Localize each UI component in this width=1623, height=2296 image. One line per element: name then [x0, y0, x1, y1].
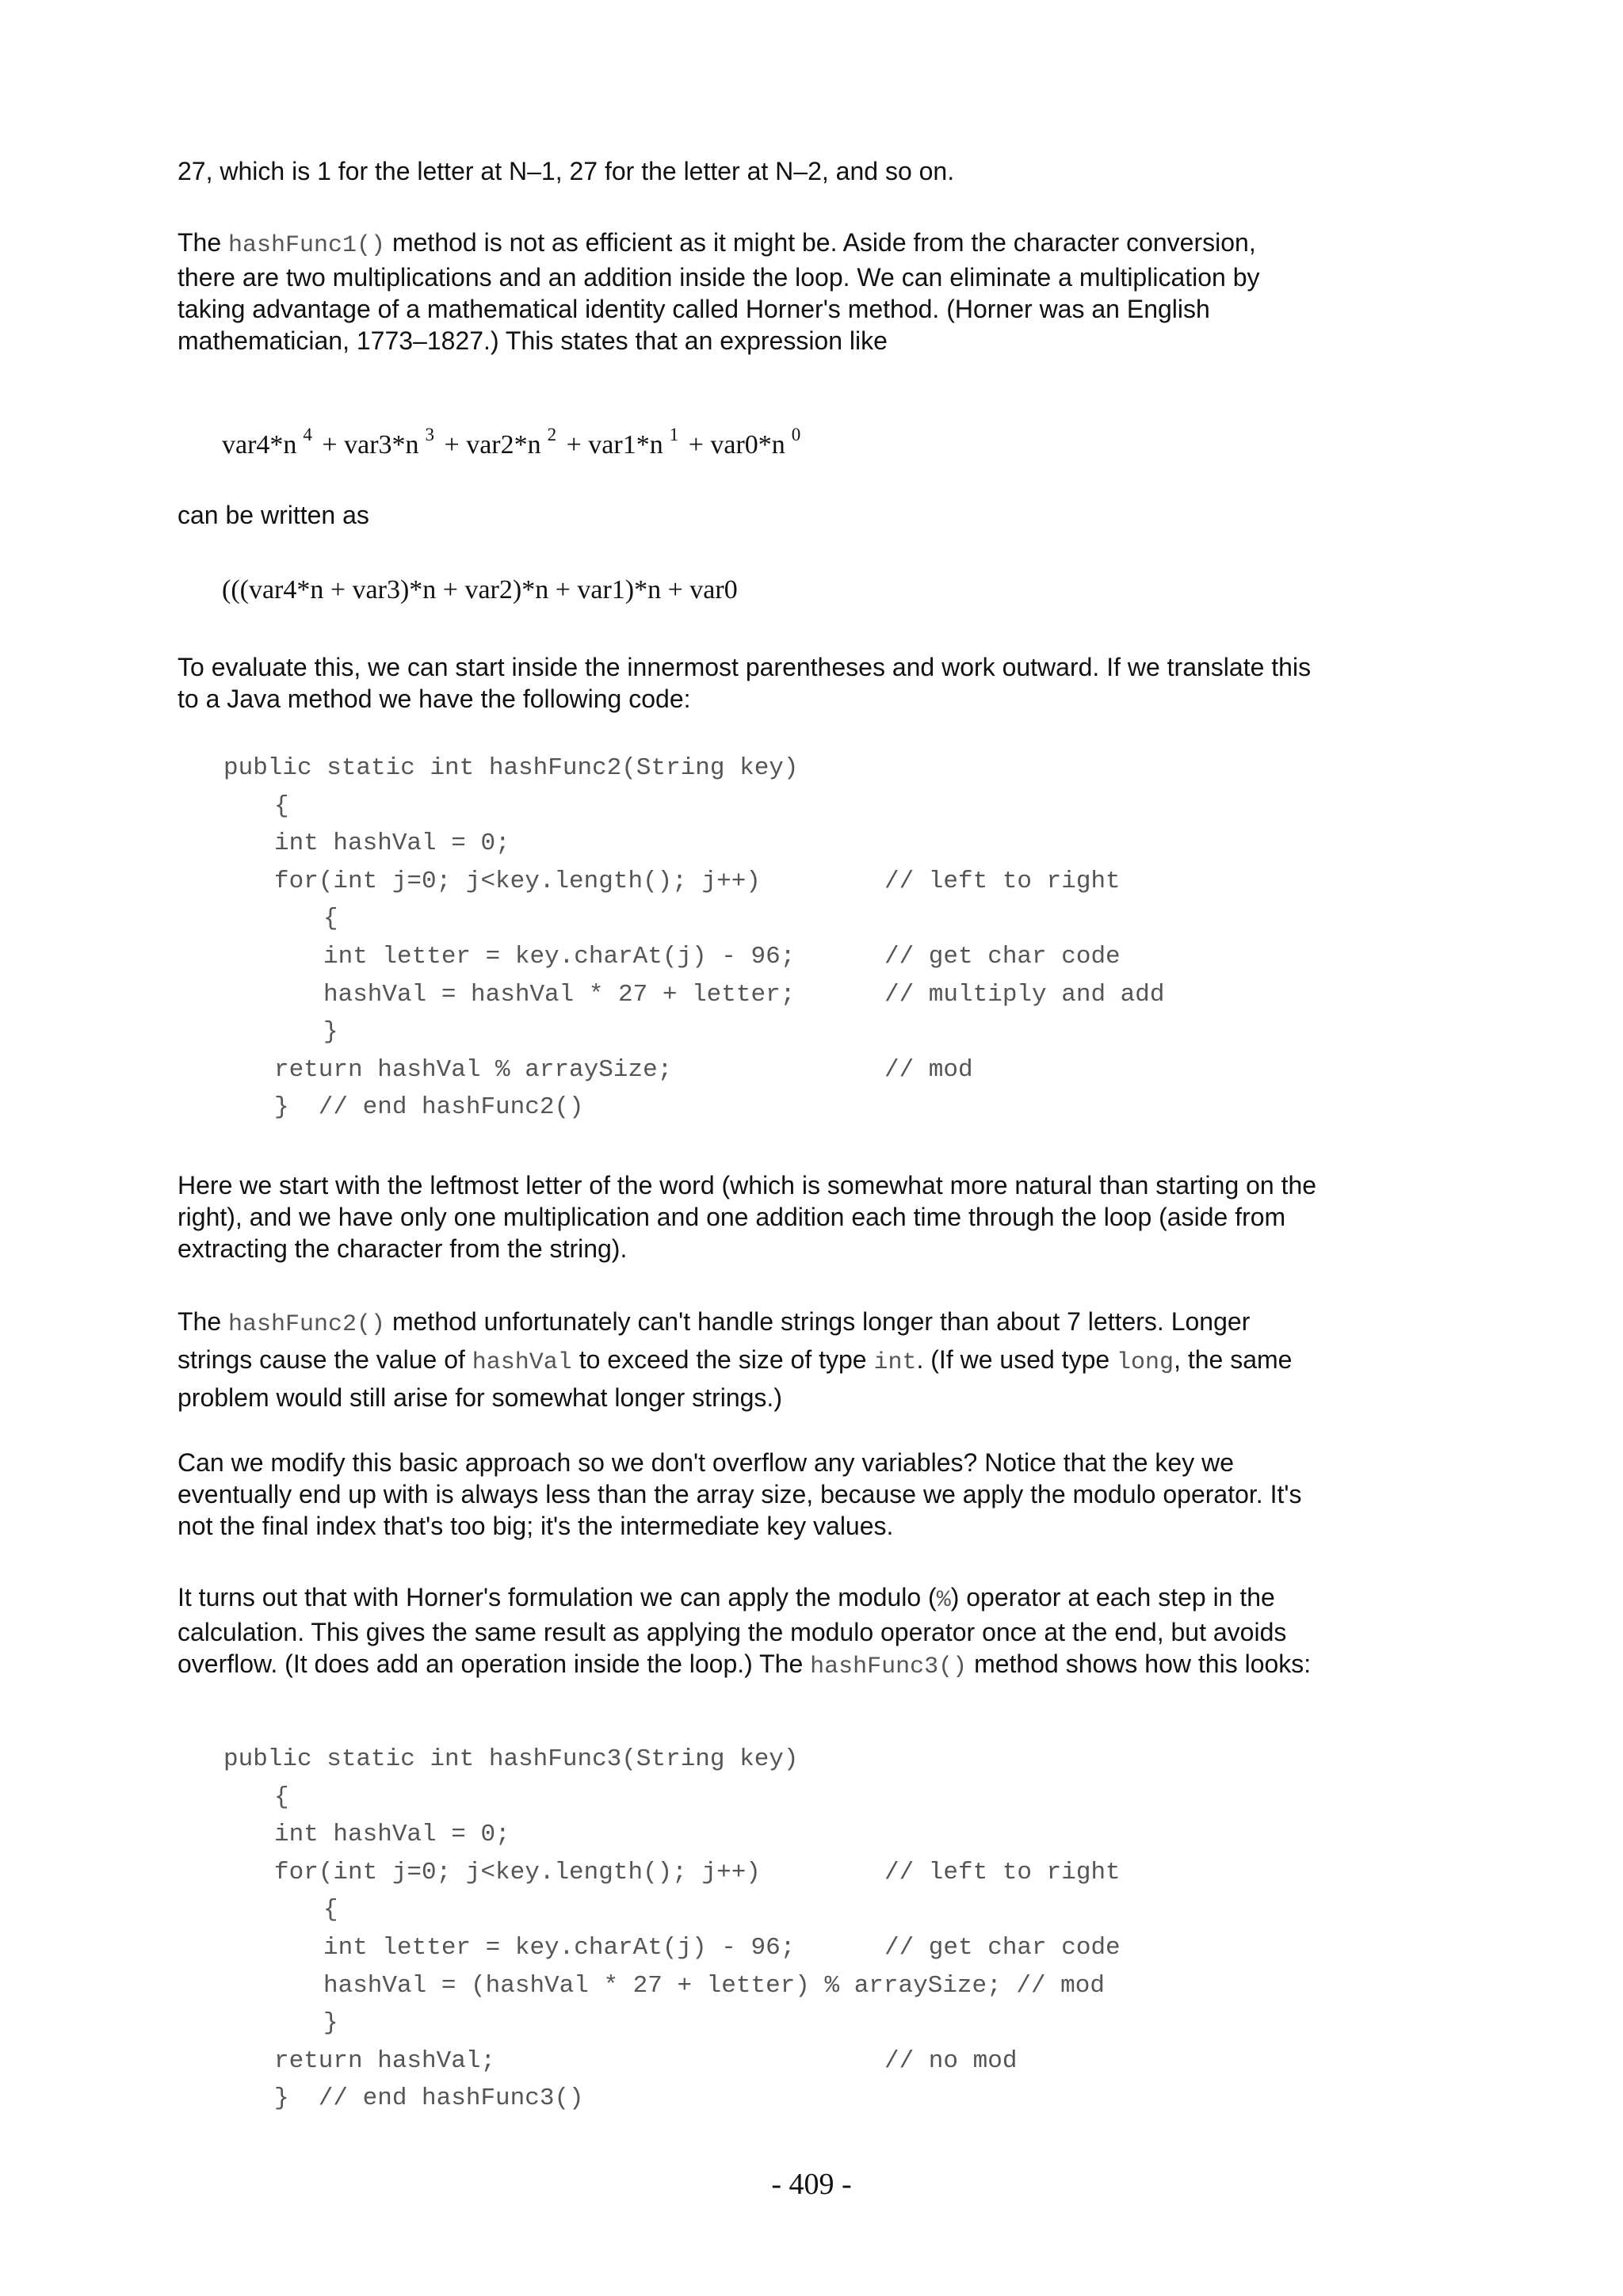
paragraph-text: It turns out that with Horner's formulation we can apply the modulo (: [178, 1583, 937, 1611]
math-term: + var1*n: [566, 430, 663, 460]
inline-code: hashFunc1(): [228, 232, 386, 259]
code-text: int letter = key.charAt(j) - 96;: [323, 942, 796, 971]
math-exponent: 1: [669, 425, 679, 444]
math-term: + var3*n: [322, 430, 419, 460]
code-text: } // end hashFunc2(): [274, 1093, 584, 1122]
paragraph-text: The: [178, 1307, 229, 1336]
code-comment: // multiply and add: [884, 980, 1165, 1009]
code-text: }: [323, 2009, 338, 2038]
paragraph-text: method unfortunately can't handle strings longer than about 7 letters. Longer strings cause the value of: [178, 1307, 1251, 1374]
code-text: for(int j=0; j<key.length(); j++): [274, 1858, 761, 1886]
code-text: for(int j=0; j<key.length(); j++): [274, 867, 761, 895]
paragraph-text: ) operator at each step in the calculation. This gives the same result as applying the modulo operator once at the end, but avoids overflow. (It does add an operation inside the loop.) The: [178, 1583, 1287, 1678]
inline-code: %: [936, 1587, 951, 1614]
code-text: public static int hashFunc2(String key): [223, 754, 799, 782]
paragraph-intro: [178, 155, 1319, 187]
paragraph-text: Here we start with the leftmost letter of the word (which is somewhat more natural than starting on the right), and we have only one multiplication and one addition each time through the loop (aside from extracting the character from the string).: [178, 1171, 1317, 1263]
code-comment: // get char code: [884, 1933, 1121, 1962]
paragraph-can-be-written: [178, 499, 1319, 531]
math-exponent: 2: [547, 425, 557, 444]
code-text: {: [274, 791, 289, 820]
paragraph-text: 27, which is 1 for the letter at N–1, 27 for the letter at N–2, and so on.: [178, 157, 955, 185]
math-expression-horner: [222, 575, 738, 605]
inline-code: hashVal: [472, 1349, 572, 1376]
page-number: - 409 -: [771, 2168, 852, 2201]
math-term: + var2*n: [444, 430, 541, 460]
math-exponent: 4: [303, 425, 312, 444]
paragraph-text: Can we modify this basic approach so we don't overflow any variables? Notice that the key we eventually end up with is always less than the array size, because we apply the modulo operator. It's not the final index that's too big; it's the intermediate key values.: [178, 1448, 1302, 1540]
inline-code: hashFunc3(): [810, 1653, 968, 1680]
paragraph-text: can be written as: [178, 501, 369, 529]
code-comment: // left to right: [884, 1858, 1121, 1886]
paragraph-text: to exceed the size of type: [571, 1345, 874, 1374]
paragraph-text: . (If we used type: [916, 1345, 1117, 1374]
inline-code: long: [1117, 1349, 1174, 1376]
math-term: + var0*n: [688, 430, 785, 460]
inline-code: hashFunc2(): [228, 1311, 386, 1338]
code-comment: // no mod: [884, 2046, 1018, 2075]
math-term: (((var4*n + var3)*n + var2)*n + var1)*n + var0: [222, 575, 738, 605]
paragraph-modulo: [178, 1581, 1319, 1683]
code-text: int letter = key.charAt(j) - 96;: [323, 1933, 796, 1962]
math-expression-polynomial: [222, 425, 804, 460]
paragraph-text: method shows how this looks:: [967, 1650, 1312, 1678]
paragraph-text: The: [178, 228, 229, 257]
code-text: } // end hashFunc3(): [274, 2084, 584, 2113]
code-text: {: [274, 1783, 289, 1811]
code-comment: // mod: [884, 1055, 973, 1084]
paragraph-text: To evaluate this, we can start inside the innermost parentheses and work outward. If we translate this to a Java method we have the following code:: [178, 653, 1312, 713]
paragraph-evaluate: [178, 651, 1319, 715]
code-text: hashVal = hashVal * 27 + letter;: [323, 980, 796, 1009]
code-text: int hashVal = 0;: [274, 1821, 510, 1849]
code-text: int hashVal = 0;: [274, 830, 510, 858]
code-comment: // get char code: [884, 942, 1121, 971]
code-comment: // left to right: [884, 867, 1121, 895]
paragraph-hashfunc2-limit: [178, 1304, 1319, 1415]
code-text: public static int hashFunc3(String key): [223, 1745, 799, 1773]
code-text: hashVal = (hashVal * 27 + letter) % arraySize; // mod: [323, 1971, 1105, 2000]
paragraph-text: , the same problem would still arise for somewhat longer strings.): [178, 1345, 1293, 1412]
code-text: return hashVal % arraySize;: [274, 1055, 673, 1084]
math-term: var4*n: [222, 430, 297, 460]
math-exponent: 0: [791, 425, 801, 444]
code-text: }: [323, 1018, 338, 1047]
code-text: {: [323, 905, 338, 933]
code-text: return hashVal;: [274, 2046, 496, 2075]
inline-code: int: [873, 1349, 917, 1376]
paragraph-overflow: [178, 1447, 1319, 1542]
paragraph-text: method is not as efficient as it might be. Aside from the character conversion, there are two multiplications and an addition inside the loop. We can eliminate a multiplication by taking advantage of a mathematical identity called Horner's method. (Horner was an English mathematician, 1773–1827.) This states that an expression like: [178, 228, 1260, 355]
paragraph-horner-intro: [178, 227, 1319, 357]
math-exponent: 3: [425, 425, 435, 444]
code-text: {: [323, 1896, 338, 1924]
paragraph-leftmost: [178, 1169, 1319, 1264]
